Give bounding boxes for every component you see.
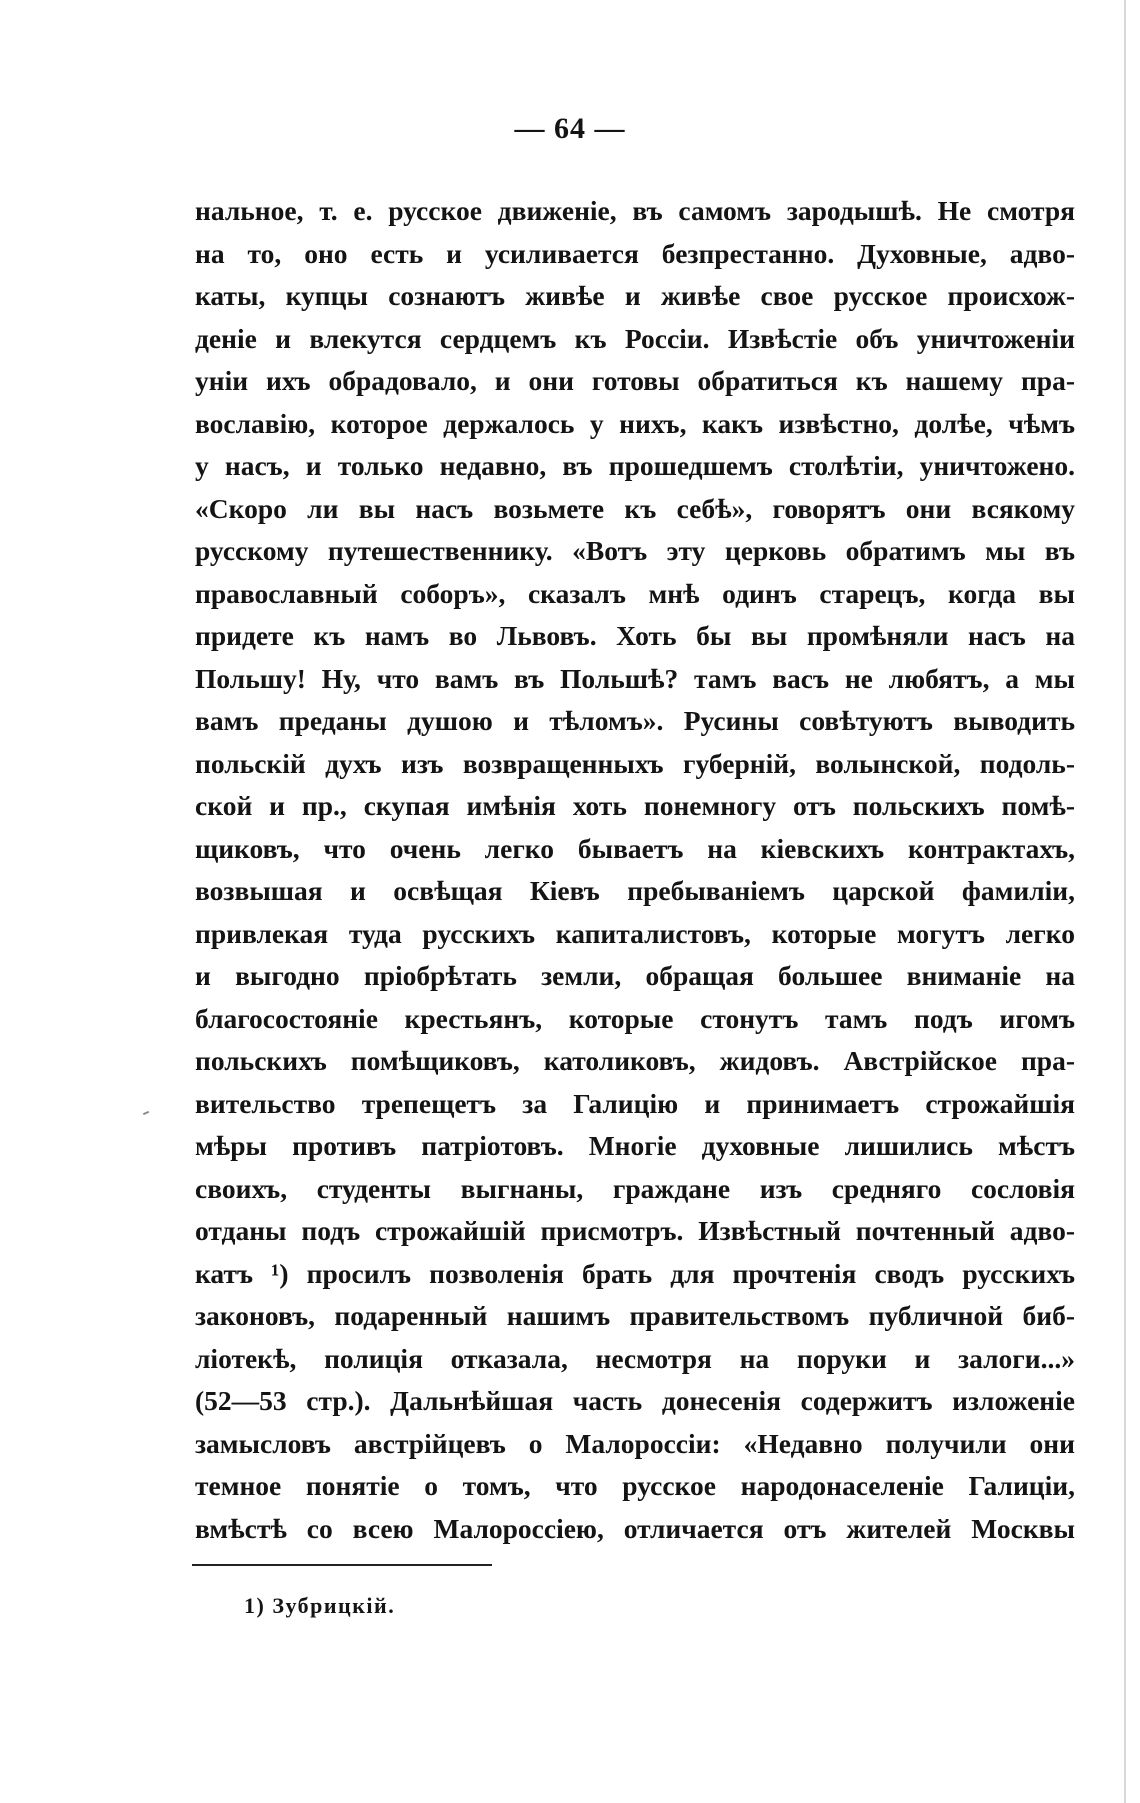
text-line: у насъ, и только недавно, въ прошедшемъ столѣтіи, уничтожено. [195, 450, 1075, 481]
text-line: щиковъ, что очень легко бываетъ на кіевскихъ контрактахъ, [195, 832, 1075, 864]
text-line: деніе и влекутся сердцемъ къ Россіи. Извѣстіе объ уничтоженіи [195, 322, 1075, 354]
page-number: — 64 — [514, 112, 626, 145]
text-line: благосостояніе крестьянъ, которые стонутъ тамъ подъ игомъ [195, 1002, 1075, 1034]
text-line: вительство трепещетъ за Галицію и принимаетъ строжайшія [195, 1087, 1075, 1119]
text-line: вамъ преданы душою и тѣломъ». Русины совѣтуютъ выводить [195, 705, 1075, 736]
text-line: русскому путешественнику. «Вотъ эту церковь обратимъ мы въ [195, 535, 1075, 566]
text-line: ліотекѣ, полиція отказала, несмотря на поруки и залоги...» [195, 1342, 1075, 1374]
text-line: мѣры противъ патріотовъ. Многіе духовные лишились мѣстъ [195, 1130, 1075, 1161]
footnote: 1) Зубрицкій. [244, 1593, 396, 1618]
text-line: уніи ихъ обрадовало, и они готовы обратиться къ нашему пра- [195, 365, 1075, 396]
text-line: вмѣстѣ со всею Малороссіею, отличается отъ жителей Москвы [195, 1512, 1075, 1544]
text-line: темное понятіе о томъ, что русское народонаселеніе Галиціи, [195, 1470, 1075, 1501]
footnote-divider [192, 1564, 492, 1566]
text-line: вославію, которое держалось у нихъ, какъ извѣстно, долѣе, чѣмъ [195, 407, 1075, 439]
text-line: замысловъ австрійцевъ о Малороссіи: «Недавно получили они [195, 1427, 1075, 1459]
text-line: возвышая и освѣщая Кіевъ пребываніемъ царской фамиліи, [195, 875, 1075, 906]
text-line: ской и пр., скупая имѣнія хоть понемногу отъ польскихъ помѣ- [195, 790, 1075, 821]
page-edge-line [1124, 0, 1126, 1803]
text-line: на то, оно есть и усиливается безпрестанно. Духовные, адво- [195, 237, 1075, 269]
text-line: привлекая туда русскихъ капиталистовъ, которые могутъ легко [195, 917, 1075, 949]
text-line: нальное, т. е. русское движеніе, въ самомъ зародышѣ. Не смотря [195, 195, 1075, 226]
text-line: Польшу! Ну, что вамъ въ Польшѣ? тамъ васъ не любятъ, а мы [195, 662, 1075, 694]
text-line: и выгодно пріобрѣтать земли, обращая большее вниманіе на [195, 960, 1075, 991]
text-line: придете къ намъ во Львовъ. Хоть бы вы промѣняли насъ на [195, 620, 1075, 651]
text-line: каты, купцы сознаютъ живѣе и живѣе свое русское происхож- [195, 280, 1075, 311]
scan-speck [143, 1111, 149, 1115]
text-line: отданы подъ строжайшій присмотръ. Извѣстный почтенный адво- [195, 1215, 1075, 1246]
text-line: катъ ¹) просилъ позволенія брать для прочтенія сводъ русскихъ [195, 1257, 1075, 1289]
text-line: своихъ, студенты выгнаны, граждане изъ средняго сословія [195, 1172, 1075, 1204]
text-line: православный соборъ», сказалъ мнѣ одинъ старецъ, когда вы [195, 577, 1075, 609]
text-line: законовъ, подаренный нашимъ правительствомъ публичной биб- [195, 1300, 1075, 1331]
text-line: «Скоро ли вы насъ возьмете къ себѣ», говорятъ они всякому [195, 492, 1075, 524]
body-text [195, 190, 1075, 1550]
text-line: польскихъ помѣщиковъ, католиковъ, жидовъ. Австрійское пра- [195, 1045, 1075, 1076]
text-line: (52—53 стр.). Дальнѣйшая часть донесенія содержитъ изложеніе [195, 1385, 1075, 1416]
text-line: польскій духъ изъ возвращенныхъ губерній, волынской, подоль- [195, 747, 1075, 779]
